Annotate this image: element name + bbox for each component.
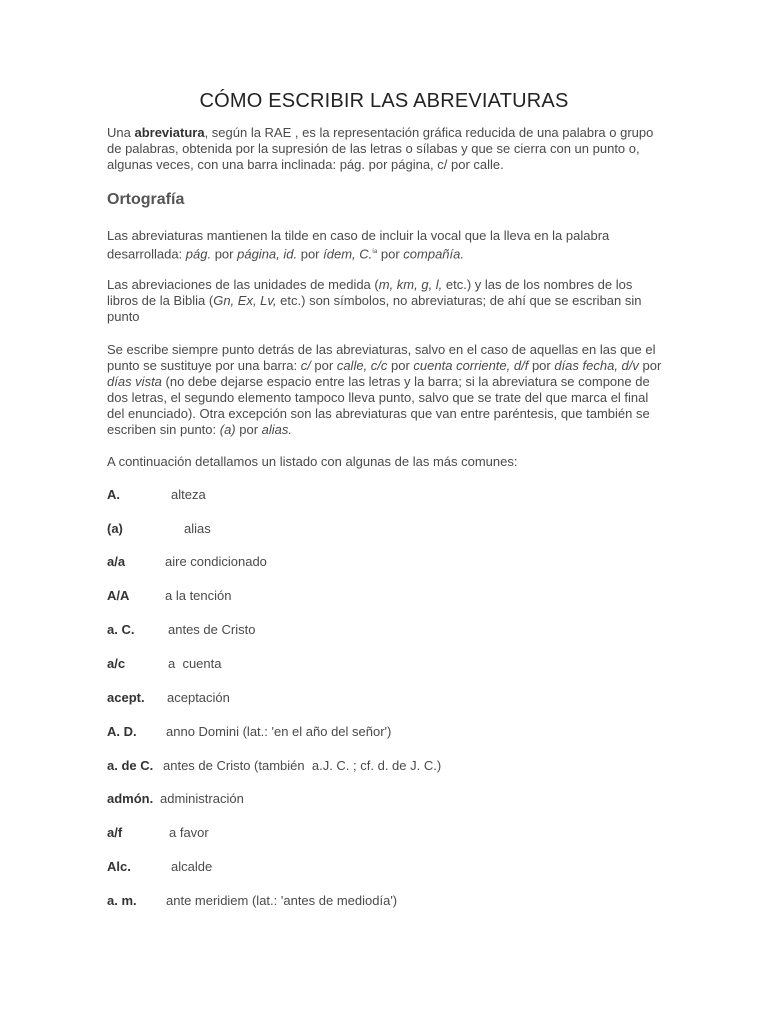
- abbreviation-meaning: alcalde: [171, 859, 213, 874]
- tilde-italic-1: pág.: [185, 246, 212, 262]
- abbreviation-term: a/a: [107, 554, 126, 569]
- tilde-italic-3: ídem, C.: [323, 246, 373, 262]
- punto-italic-4: días fecha, d/v: [554, 358, 639, 373]
- intro-term-abreviatura: abreviatura: [134, 125, 205, 140]
- units-text-3: etc.) son símbolos, no abreviaturas; de ahí que se escriban sin punto: [107, 293, 642, 324]
- tilde-superscript: ía: [372, 249, 378, 255]
- list-item: [107, 656, 667, 672]
- paragraph-tilde: [107, 228, 663, 262]
- tilde-italic-2: página, id.: [237, 246, 298, 262]
- punto-italic-2: calle, c/c: [336, 358, 388, 373]
- punto-text-1: Se escribe siempre punto detrás de las abreviaturas, salvo en el caso de aquellas en las que el punto se sustituye por una barra:: [107, 342, 656, 373]
- punto-text-7: por: [235, 422, 262, 437]
- abbreviation-term: acept.: [107, 690, 145, 705]
- abbreviation-term: a. m.: [107, 893, 137, 908]
- abbreviation-term: a/f: [107, 825, 123, 840]
- abbreviation-meaning: alteza: [171, 487, 206, 502]
- abbreviation-term: (a): [107, 521, 123, 536]
- abbreviation-meaning: administración: [160, 791, 244, 806]
- abbreviation-term: Alc.: [107, 859, 131, 874]
- paragraph-units: [107, 277, 663, 325]
- abbreviation-term: A/A: [107, 588, 130, 603]
- punto-text-6: (no debe dejarse espacio entre las letras y la barra; si la abreviatura se compone de dos letras, el segundo elemento tampoco lleva punto, salvo que se trate del que marca el final del enunciado). Otra excepción son las abreviaturas que van entre paréntesis, que también se escriben sin punto:: [107, 374, 650, 437]
- abbreviation-meaning: alias: [184, 521, 211, 536]
- tilde-text-2: por: [211, 246, 238, 262]
- abbreviation-meaning: antes de Cristo (también a.J. C. ; cf. d. de J. C.): [163, 758, 442, 773]
- abbreviation-term: admón.: [107, 791, 154, 806]
- abbreviation-term: a/c: [107, 656, 126, 671]
- list-item: [107, 521, 667, 537]
- tilde-text-1: Las abreviaturas mantienen la tilde en caso de incluir la vocal que la lleva en la palabra desarrollada:: [107, 228, 610, 262]
- tilde-text-4: por: [377, 246, 404, 262]
- units-text-1: Las abreviaciones de las unidades de medida (: [107, 277, 379, 292]
- units-italic-2: Gn, Ex, Lv,: [213, 293, 277, 308]
- abbreviation-meaning: aceptación: [167, 690, 230, 705]
- list-item: [107, 588, 667, 604]
- intro-text-1: Una: [107, 125, 135, 140]
- list-item: [107, 825, 667, 841]
- intro-text-2: , según la RAE , es la representación gráfica reducida de una palabra o grupo de palabras, obtenida por la supresión de las letras o sílabas y que se cierra con un punto o, algunas veces, con una barra inclinada: pág. por página, c/ por calle.: [107, 125, 654, 172]
- abbreviation-term: A.: [107, 487, 120, 502]
- abbreviation-meaning: a favor: [169, 825, 209, 840]
- punto-italic-1: c/: [300, 358, 311, 373]
- list-item: [107, 690, 667, 706]
- list-item: [107, 622, 667, 638]
- paragraph-punto: [107, 342, 663, 438]
- abbreviation-meaning: a la tención: [165, 588, 232, 603]
- punto-text-2: por: [310, 358, 337, 373]
- list-item: [107, 758, 667, 774]
- punto-italic-5: días vista: [107, 374, 162, 389]
- punto-italic-6: (a): [219, 422, 236, 437]
- list-item: [107, 724, 667, 740]
- list-item: [107, 859, 667, 875]
- abbreviation-term: a. C.: [107, 622, 135, 637]
- list-item: [107, 554, 667, 570]
- list-intro: A continuación detallamos un listado con algunas de las más comunes:: [107, 454, 518, 469]
- document-title: CÓMO ESCRIBIR LAS ABREVIATURAS: [199, 90, 569, 112]
- abbreviation-meaning: aire condicionado: [165, 554, 267, 569]
- list-item: [107, 893, 667, 909]
- punto-text-4: por: [528, 358, 555, 373]
- list-item: [107, 487, 667, 503]
- abbreviation-meaning: antes de Cristo: [168, 622, 256, 637]
- punto-italic-7: alias.: [261, 422, 292, 437]
- abbreviation-meaning: a cuenta: [168, 656, 222, 671]
- abbreviation-term: A. D.: [107, 724, 137, 739]
- abbreviation-meaning: ante meridiem (lat.: 'antes de mediodía'): [166, 893, 398, 908]
- intro-paragraph: [107, 125, 663, 173]
- tilde-italic-4: compañía.: [403, 246, 464, 262]
- list-item: [107, 791, 667, 807]
- section-heading-ortografia: Ortografía: [107, 191, 185, 208]
- abbreviation-meaning: anno Domini (lat.: 'en el año del señor'): [166, 724, 392, 739]
- units-italic-1: m, km, g, l,: [378, 277, 443, 292]
- punto-text-5: por: [638, 358, 662, 373]
- punto-italic-3: cuenta corriente, d/f: [413, 358, 529, 373]
- tilde-text-3: por: [297, 246, 324, 262]
- punto-text-3: por: [387, 358, 414, 373]
- abbreviation-term: a. de C.: [107, 758, 154, 773]
- units-text-2: etc.) y las de los nombres de los libros de la Biblia (: [107, 277, 633, 308]
